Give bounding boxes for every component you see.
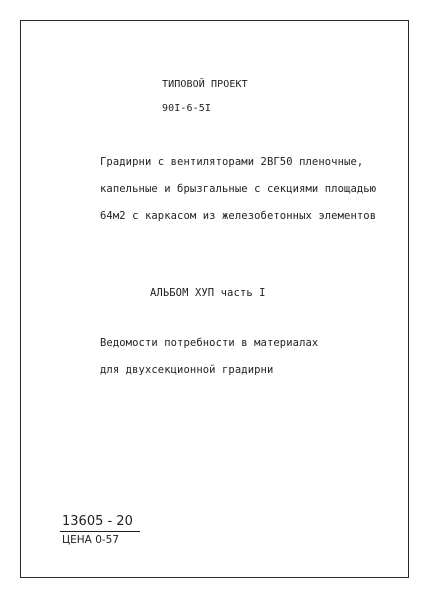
page-frame xyxy=(20,20,409,578)
stamp-price: ЦЕНА 0-57 xyxy=(62,534,120,546)
description-line-2: капельные и брызгальные с секциями площадью xyxy=(100,183,377,195)
album-label: АЛЬБОМ ХУП часть I xyxy=(150,287,266,299)
contents-line-2: для двухсекционной градирни xyxy=(100,364,274,376)
stamp-underline xyxy=(60,531,140,532)
stamp-code: 13605 - 20 xyxy=(62,514,133,529)
stamp-block xyxy=(60,515,145,546)
project-number: 90I-6-5I xyxy=(162,103,211,114)
description-line-3: 64м2 с каркасом из железобетонных элементов xyxy=(100,210,377,222)
description-line-1: Градирни с вентиляторами 2ВГ50 пленочные, xyxy=(100,156,364,168)
project-type: ТИПОВОЙ ПРОЕКТ xyxy=(162,79,248,90)
contents-line-1: Ведомости потребности в материалах xyxy=(100,337,319,349)
